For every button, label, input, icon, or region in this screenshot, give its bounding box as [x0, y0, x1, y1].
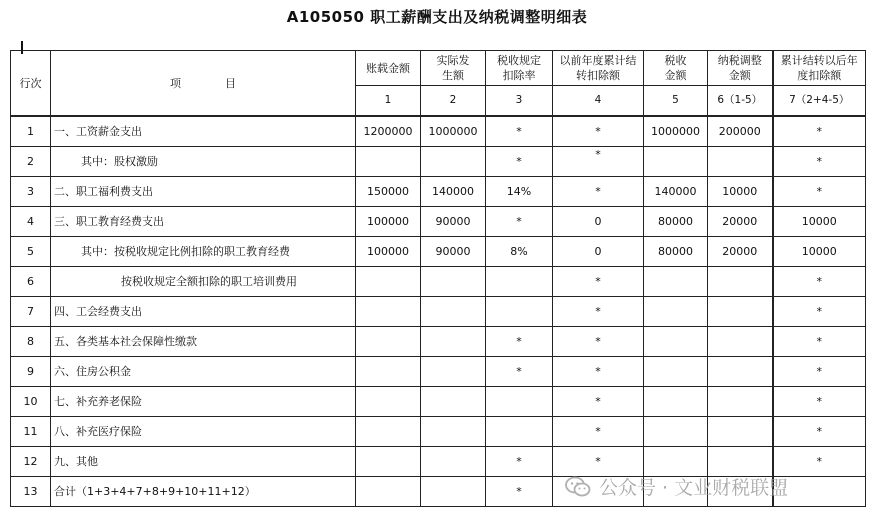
cell-col-4: *: [553, 386, 644, 416]
cell-col-4: *: [553, 416, 644, 446]
cell-col-5: [644, 326, 708, 356]
cell-col-2: [421, 416, 486, 446]
header-num-2: 2: [421, 86, 486, 117]
row-no: 3: [11, 176, 51, 206]
cell-col-6: [708, 416, 773, 446]
table-row: [11, 176, 866, 206]
cell-col-7: 10000: [773, 236, 866, 266]
row-item: 其中：股权激励: [51, 146, 356, 176]
row-no: 10: [11, 386, 51, 416]
cell-col-5: 80000: [644, 206, 708, 236]
cell-col-3: *: [486, 146, 553, 176]
row-item: 八、补充医疗保险: [51, 416, 356, 446]
cell-col-5: [644, 296, 708, 326]
cell-col-3: 8%: [486, 236, 553, 266]
table-row: [11, 446, 866, 476]
table-row: [11, 326, 866, 356]
cell-col-1: [356, 476, 421, 506]
cell-col-7: *: [773, 446, 866, 476]
cell-col-3: *: [486, 206, 553, 236]
cell-col-5: 80000: [644, 236, 708, 266]
cell-col-4: *: [553, 326, 644, 356]
cell-col-6: 10000: [708, 176, 773, 206]
row-item: 七、补充养老保险: [51, 386, 356, 416]
cell-col-1: 150000: [356, 176, 421, 206]
watermark-text: 公众号 · 文业财税联盟: [599, 477, 789, 499]
row-no: 6: [11, 266, 51, 296]
cell-col-4: 0: [553, 236, 644, 266]
cell-col-2: [421, 326, 486, 356]
cell-col-6: [708, 356, 773, 386]
cell-col-6: [708, 266, 773, 296]
cell-col-2: 1000000: [421, 116, 486, 146]
cell-col-2: [421, 476, 486, 506]
cell-col-2: [421, 356, 486, 386]
row-no: 8: [11, 326, 51, 356]
wechat-logo-icon: [565, 476, 591, 498]
cell-col-2: [421, 266, 486, 296]
cell-col-2: 140000: [421, 176, 486, 206]
cell-col-5: [644, 356, 708, 386]
cell-col-5: [644, 266, 708, 296]
cell-col-7: *: [773, 116, 866, 146]
header-num-3: 3: [486, 86, 553, 117]
table-row: [11, 146, 866, 176]
cell-col-6: [708, 296, 773, 326]
row-no: 5: [11, 236, 51, 266]
cell-col-3: *: [486, 446, 553, 476]
cell-col-6: [708, 386, 773, 416]
payroll-adjustment-table: [10, 50, 866, 507]
row-no: 11: [11, 416, 51, 446]
cell-col-7: *: [773, 296, 866, 326]
row-item: 二、职工福利费支出: [51, 176, 356, 206]
table-row: [11, 236, 866, 266]
cell-col-1: 1200000: [356, 116, 421, 146]
row-no: 12: [11, 446, 51, 476]
cell-col-1: [356, 146, 421, 176]
row-item: 合计（1+3+4+7+8+9+10+11+12）: [51, 476, 356, 506]
cell-col-2: [421, 146, 486, 176]
row-no: 2: [11, 146, 51, 176]
cell-col-1: [356, 386, 421, 416]
cell-col-4: *: [553, 176, 644, 206]
header-col-5: 税收金额: [644, 51, 708, 86]
header-col-7: 累计结转以后年度扣除额: [773, 51, 866, 86]
row-no: 13: [11, 476, 51, 506]
cell-col-1: [356, 356, 421, 386]
cell-col-4: *: [553, 146, 644, 176]
cell-col-2: 90000: [421, 236, 486, 266]
table-row: [11, 386, 866, 416]
cell-col-1: [356, 296, 421, 326]
cell-col-7: *: [773, 386, 866, 416]
cell-col-5: [644, 386, 708, 416]
cell-col-6: 200000: [708, 116, 773, 146]
table-row: [11, 296, 866, 326]
cell-col-7: 10000: [773, 206, 866, 236]
header-num-1: 1: [356, 86, 421, 117]
cell-col-6: [708, 146, 773, 176]
row-item: 九、其他: [51, 446, 356, 476]
row-item: 四、工会经费支出: [51, 296, 356, 326]
cell-col-6: 20000: [708, 206, 773, 236]
cell-col-4: *: [553, 356, 644, 386]
cell-col-7: *: [773, 176, 866, 206]
row-item: 三、职工教育经费支出: [51, 206, 356, 236]
cell-col-2: 90000: [421, 206, 486, 236]
cell-col-4: *: [553, 116, 644, 146]
row-item: 五、各类基本社会保障性缴款: [51, 326, 356, 356]
cell-col-5: 140000: [644, 176, 708, 206]
cell-col-7: *: [773, 416, 866, 446]
cell-col-3: *: [486, 326, 553, 356]
header-num-5: 5: [644, 86, 708, 117]
watermark: [565, 473, 788, 500]
header-col-1: 账载金额: [356, 51, 421, 86]
cell-col-4: *: [553, 296, 644, 326]
cell-col-3: *: [486, 356, 553, 386]
cell-col-3: [486, 386, 553, 416]
header-col-6: 纳税调整金额: [708, 51, 773, 86]
table-row: [11, 416, 866, 446]
row-item: 六、住房公积金: [51, 356, 356, 386]
row-item: 按税收规定全额扣除的职工培训费用: [51, 266, 356, 296]
table-row: [11, 206, 866, 236]
cell-col-7: *: [773, 326, 866, 356]
cell-col-4: 0: [553, 206, 644, 236]
cell-col-3: *: [486, 476, 553, 506]
cell-col-1: [356, 446, 421, 476]
table-row: [11, 116, 866, 146]
cell-col-6: [708, 326, 773, 356]
row-no: 9: [11, 356, 51, 386]
cell-col-5: [644, 146, 708, 176]
cell-col-3: *: [486, 116, 553, 146]
header-col-2: 实际发生额: [421, 51, 486, 86]
cell-col-4: *: [553, 266, 644, 296]
cell-col-5: [644, 446, 708, 476]
cell-col-5: [644, 416, 708, 446]
header-num-4: 4: [553, 86, 644, 117]
header-col-4: 以前年度累计结转扣除额: [553, 51, 644, 86]
cell-col-1: 100000: [356, 206, 421, 236]
cell-col-3: [486, 296, 553, 326]
cell-col-3: [486, 416, 553, 446]
cell-col-3: 14%: [486, 176, 553, 206]
page-title: A105050 职工薪酬支出及纳税调整明细表: [286, 8, 588, 26]
header-col-3: 税收规定扣除率: [486, 51, 553, 86]
cell-col-6: 20000: [708, 236, 773, 266]
cell-col-6: [708, 446, 773, 476]
cell-col-1: [356, 326, 421, 356]
header-item: 项 目: [51, 51, 356, 117]
cell-col-7: *: [773, 356, 866, 386]
cell-col-5: 1000000: [644, 116, 708, 146]
cell-col-7: *: [773, 266, 866, 296]
header-row-no: 行次: [11, 51, 51, 117]
table-row: [11, 266, 866, 296]
header-num-6: 6（1-5）: [708, 86, 773, 117]
cell-col-4: *: [553, 446, 644, 476]
cell-col-1: [356, 416, 421, 446]
cell-col-3: [486, 266, 553, 296]
cell-col-1: 100000: [356, 236, 421, 266]
row-no: 4: [11, 206, 51, 236]
header-num-7: 7（2+4-5）: [773, 86, 866, 117]
cell-col-2: [421, 446, 486, 476]
cell-col-2: [421, 296, 486, 326]
cell-col-1: [356, 266, 421, 296]
row-item: 其中：按税收规定比例扣除的职工教育经费: [51, 236, 356, 266]
cell-col-7: *: [773, 146, 866, 176]
row-item: 一、工资薪金支出: [51, 116, 356, 146]
cell-col-2: [421, 386, 486, 416]
row-no: 7: [11, 296, 51, 326]
table-row: [11, 356, 866, 386]
row-no: 1: [11, 116, 51, 146]
